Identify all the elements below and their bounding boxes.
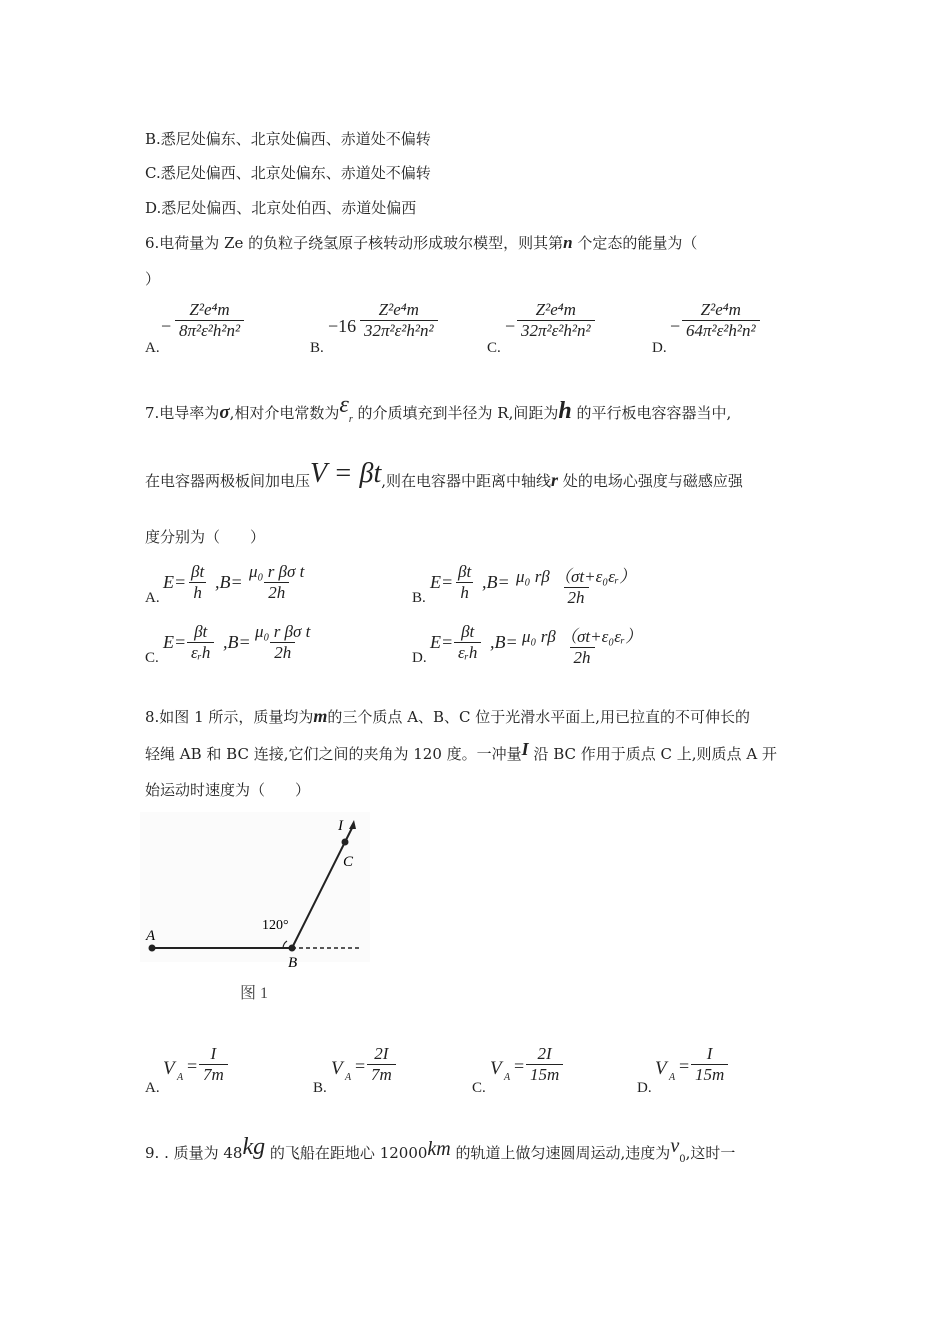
q9-stem: 9. . 质量为 48kg 的飞船在距地心 12000km 的轨道上做匀速圆周运动,违度为$v_0$,这时一	[145, 1134, 736, 1165]
q7-stem-line2: 在电容器两极板间加电压V = βt,则在电容器中距离中轴线r 处的电场心强度与磁感应强	[145, 458, 743, 490]
voltage-formula: V = βt	[310, 458, 382, 489]
point-b	[289, 945, 296, 952]
angle-label: 120°	[262, 918, 289, 933]
point-c	[342, 839, 349, 846]
point-a	[149, 945, 156, 952]
q7-stem-line1: 7.电导率为σ,相对介电常数为$\varepsilon_r$ 的介质填充到半径为 R,间距为h 的平行板电容容器当中,	[145, 392, 732, 425]
figure-1	[140, 812, 370, 1012]
var-n: n	[563, 233, 573, 252]
document-page: B.悉尼处偏东、北京处偏西、赤道处不偏转 C.悉尼处偏西、北京处偏东、赤道处不偏转 D.悉尼处偏西、北京处伯西、赤道处偏西 6.电荷量为 Ze 的负粒子绕氢原子核转动形成玻尔模型，则其第n 个定态的能量为（ ） A. − $\frac{\text{Z²e⁴m}}{\text{8π²ε²h²n²}}$ B. −16 $\frac{\text{Z²e⁴m}}{\text{32π²ε²h²n²}}$ C. − $\frac{\text{Z²e⁴m}}{\text{32π²ε²h²n²}}$ D. − $\frac{\text{Z²e⁴m}}{\text{64π²ε²h²n²}}$ 7.电导率为σ,相对介电常数为$\varepsilon_r$ 的介质填充到半径为 R,间距为h 的平行板电容容器当中, 在电容器两极板间加电压V = βt,则在电容器中距离中轴线r 处的电场心强度与磁感应强 度分别为（ ） A. E= $\frac{\beta t}{h}$ ,B= $\frac{\text{μ₀ r βσ t}}{2h}$ B. E= $\frac{\beta t}{h}$ ,B= $\frac{\text{μ₀ rβ （σt+ε₀εᵣ）}}{2h}$ C. E= βt εᵣh ,B= $\frac{\text{μ₀ r βσ t}}{2h}$ D. E= βt εᵣh ,B= $\frac{\text{μ₀ rβ （σt+ε₀εᵣ）}}{2h}$ 8.如图 1 所示，质量均为m的三个质点 A、B、C 位于光滑水平面上,用已拉直的不可伸长的 轻绳 AB 和 BC 连接,它们之间的夹角为 120 度。一冲量I 沿 BC 作用于质点 C 上,则质点 A 开 始运动时速度为（ ） A B C I 120° 图 1 A. V A = $\frac{I}{7m}$ B. V A = $\frac{2I}{7m}$ C. V A = $\frac{2I}{15m}$ D. V A = $\frac{I}{15m}$ 9. . 质量为 48kg 的飞船在距地心 12000km 的轨道上做匀速圆周运动,违度为$v_0$,这时一	[0, 0, 950, 1344]
label-a: A	[146, 928, 156, 944]
q6-b-fraction: $\frac{\text{Z²e⁴m}}{\text{32π²ε²h²n²}}$	[360, 300, 438, 341]
label-b: B	[288, 955, 298, 971]
q5-option-c: C.悉尼处偏西、北京处偏东、赤道处不偏转	[145, 164, 431, 182]
q6-c-fraction: $\frac{\text{Z²e⁴m}}{\text{32π²ε²h²n²}}$	[517, 300, 595, 341]
q6-a-fraction: $\frac{\text{Z²e⁴m}}{\text{8π²ε²h²n²}}$	[175, 300, 244, 341]
figure-background	[140, 812, 370, 962]
q7-stem-line3: 度分别为（ ）	[145, 528, 266, 546]
q8-stem-line2: 轻绳 AB 和 BC 连接,它们之间的夹角为 120 度。一冲量I 沿 BC 作用于质点 C 上,则质点 A 开	[145, 739, 777, 763]
figure-caption: 图 1	[240, 985, 269, 1002]
q8-stem-line1: 8.如图 1 所示，质量均为m的三个质点 A、B、C 位于光滑水平面上,用已拉直的不可伸长的	[145, 706, 751, 726]
q6-stem: 6.电荷量为 Ze 的负粒子绕氢原子核转动形成玻尔模型，则其第n 个定态的能量为（	[145, 233, 698, 252]
q5-option-b: B.悉尼处偏东、北京处偏西、赤道处不偏转	[145, 130, 431, 148]
q8-stem-line3: 始运动时速度为（ ）	[145, 781, 311, 799]
label-c: C	[343, 854, 354, 870]
label-i: I	[338, 818, 343, 834]
q6-stem-close: ）	[145, 270, 161, 288]
q6-d-fraction: $\frac{\text{Z²e⁴m}}{\text{64π²ε²h²n²}}$	[682, 300, 760, 341]
q5-option-d: D.悉尼处偏西、北京处伯西、赤道处偏西	[145, 199, 417, 217]
